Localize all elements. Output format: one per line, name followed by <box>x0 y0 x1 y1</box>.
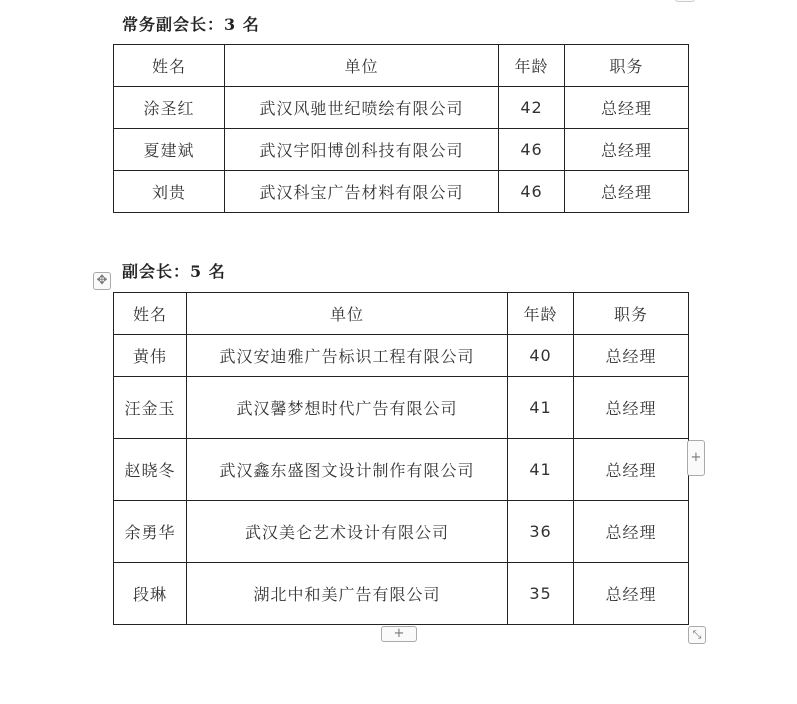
plus-icon: + <box>690 450 702 465</box>
move-handle-icon[interactable]: ✥ <box>93 272 111 290</box>
header-name: 姓名 <box>114 45 225 87</box>
cell-unit: 武汉美仑艺术设计有限公司 <box>187 501 508 563</box>
table-row <box>114 501 689 563</box>
cell-unit: 武汉馨梦想时代广告有限公司 <box>187 377 508 439</box>
cell-age: 46 <box>499 129 565 171</box>
cell-age: 35 <box>508 563 574 625</box>
add-column-button[interactable] <box>687 440 705 476</box>
cell-name: 汪金玉 <box>114 377 187 439</box>
cell-unit: 湖北中和美广告有限公司 <box>187 563 508 625</box>
cell-name: 刘贵 <box>114 171 225 213</box>
cell-unit: 武汉安迪雅广告标识工程有限公司 <box>187 335 508 377</box>
vice-presidents-table <box>113 292 689 625</box>
header-age: 年龄 <box>508 293 574 335</box>
header-title: 职务 <box>565 45 689 87</box>
cell-title: 总经理 <box>565 87 689 129</box>
header-name: 姓名 <box>114 293 187 335</box>
cell-name: 黄伟 <box>114 335 187 377</box>
header-age: 年龄 <box>499 45 565 87</box>
cell-age: 41 <box>508 377 574 439</box>
table-row <box>114 377 689 439</box>
cell-age: 42 <box>499 87 565 129</box>
cell-unit: 武汉风驰世纪喷绘有限公司 <box>225 87 499 129</box>
cell-name: 段琳 <box>114 563 187 625</box>
cell-title: 总经理 <box>574 563 689 625</box>
cell-title: 总经理 <box>574 501 689 563</box>
cell-name: 夏建斌 <box>114 129 225 171</box>
header-unit: 单位 <box>225 45 499 87</box>
cell-title: 总经理 <box>574 377 689 439</box>
table-row <box>114 335 689 377</box>
header-unit: 单位 <box>187 293 508 335</box>
cell-name: 余勇华 <box>114 501 187 563</box>
cell-name: 赵晓冬 <box>114 439 187 501</box>
section2-heading: 副会长：5 名 <box>122 262 226 281</box>
cell-title: 总经理 <box>565 129 689 171</box>
page-edge-marker <box>675 0 695 2</box>
section1-heading: 常务副会长：3 名 <box>122 15 260 34</box>
cell-age: 46 <box>499 171 565 213</box>
cell-title: 总经理 <box>565 171 689 213</box>
cell-title: 总经理 <box>574 335 689 377</box>
resize-icon[interactable]: ⤡ <box>688 626 706 644</box>
table-header-row <box>114 45 689 87</box>
table-row <box>114 563 689 625</box>
cell-title: 总经理 <box>574 439 689 501</box>
cell-age: 41 <box>508 439 574 501</box>
cell-unit: 武汉宇阳博创科技有限公司 <box>225 129 499 171</box>
executive-vice-presidents-table <box>113 44 689 213</box>
table-row <box>114 87 689 129</box>
table-row <box>114 439 689 501</box>
cell-unit: 武汉鑫东盛图文设计制作有限公司 <box>187 439 508 501</box>
cell-name: 涂圣红 <box>114 87 225 129</box>
add-row-button[interactable] <box>381 626 417 642</box>
plus-icon: + <box>393 626 405 641</box>
table-row <box>114 129 689 171</box>
header-title: 职务 <box>574 293 689 335</box>
table-header-row <box>114 293 689 335</box>
cell-age: 36 <box>508 501 574 563</box>
cell-age: 40 <box>508 335 574 377</box>
table-row <box>114 171 689 213</box>
cell-unit: 武汉科宝广告材料有限公司 <box>225 171 499 213</box>
